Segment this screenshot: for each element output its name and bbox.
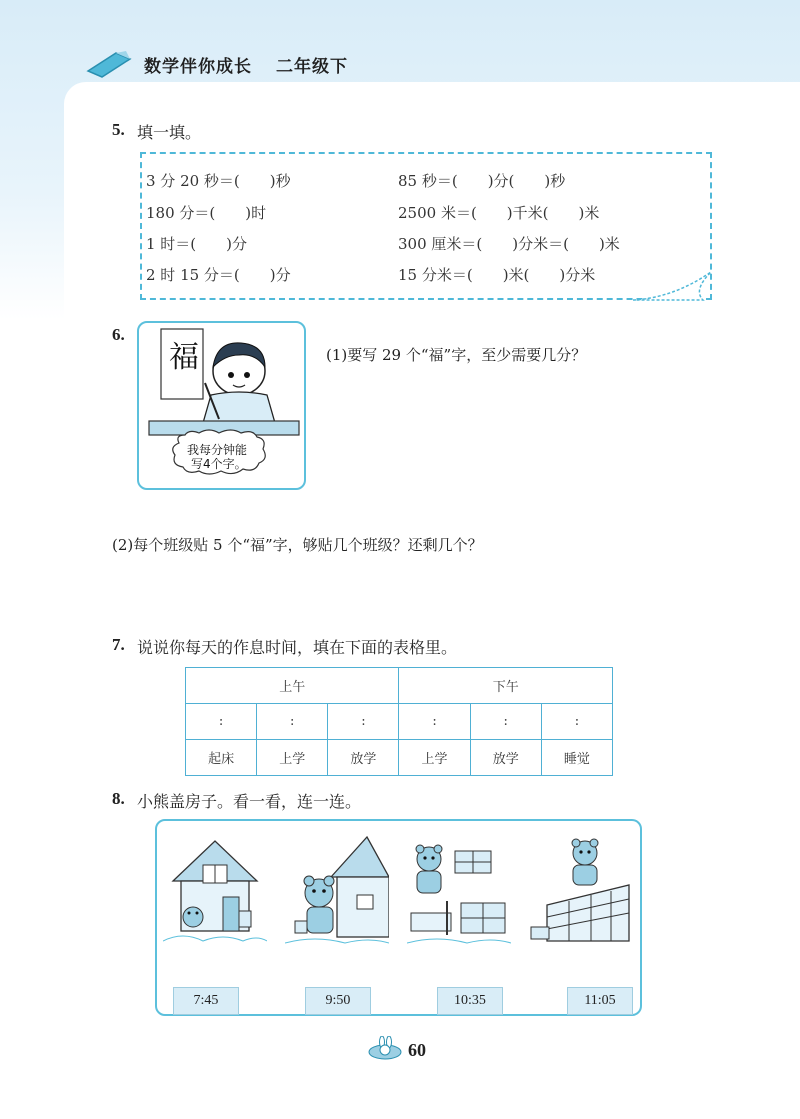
boy-writing-illustration: [139, 323, 304, 488]
fu-character: 福: [169, 340, 199, 375]
schedule-time-row: [186, 704, 613, 740]
bunny-plane-icon: [364, 1036, 406, 1062]
q6-number: 6.: [112, 325, 125, 344]
time-cell-school-am[interactable]: :: [257, 704, 328, 740]
q5-row-4-left[interactable]: 2 时 15 分＝( )分: [146, 266, 291, 284]
schedule-activity-row: [186, 740, 613, 776]
q6-part-1: (1)要写 29 个“福”字，至少需要几分？: [326, 346, 587, 364]
scene-bear-at-house[interactable]: [285, 831, 389, 951]
q7-title: 说说你每天的作息时间，填在下面的表格里。: [137, 638, 458, 657]
scene-bear-on-wall[interactable]: [529, 831, 633, 951]
activity-sleep: 睡觉: [541, 740, 612, 776]
morning-header: 上午: [186, 668, 399, 704]
q5-row-2-right[interactable]: 2500 米＝( )千米( )米: [398, 204, 600, 222]
q7-number: 7.: [112, 635, 125, 654]
grade-label: 二年级下: [276, 56, 348, 77]
activity-school-am: 上学: [257, 740, 328, 776]
q6-part-2: (2)每个班级贴 5 个“福”字，够贴几个班级？还剩几个？: [112, 536, 483, 554]
q5-number: 5.: [112, 120, 125, 139]
afternoon-header: 下午: [399, 668, 613, 704]
time-cell-dismiss-pm[interactable]: :: [470, 704, 541, 740]
q5-row-1-left[interactable]: 3 分 20 秒＝( )秒: [146, 172, 291, 190]
q5-title: 填一填。: [137, 123, 202, 142]
page-number: 60: [408, 1040, 426, 1060]
page-header: [86, 44, 348, 84]
page-curl-decoration: [633, 268, 713, 302]
q5-row-4-right[interactable]: 15 分米＝( )米( )分米: [398, 266, 596, 284]
activity-school-pm: 上学: [399, 740, 470, 776]
time-cell-dismiss-am[interactable]: :: [328, 704, 399, 740]
schedule-table: [185, 667, 613, 776]
book-title: 数学伴你成长: [144, 56, 252, 77]
scene-finished-house[interactable]: [163, 831, 267, 951]
scene-bear-carrying-bricks[interactable]: [407, 831, 511, 951]
pencil-logo-icon: [86, 49, 134, 79]
speech-line-2: 写4个字。: [191, 457, 247, 471]
bear-building-panel: [155, 819, 642, 1016]
time-cell-wake[interactable]: :: [186, 704, 257, 740]
time-tag-4[interactable]: 11:05: [567, 987, 633, 1015]
activity-wake: 起床: [186, 740, 257, 776]
time-tag-1[interactable]: 7:45: [173, 987, 239, 1015]
q5-row-1-right[interactable]: 85 秒＝( )分( )秒: [398, 172, 566, 190]
q8-title: 小熊盖房子。看一看，连一连。: [137, 792, 362, 811]
q5-row-2-left[interactable]: 180 分＝( )时: [146, 204, 267, 222]
q6-illustration: [137, 321, 306, 490]
speech-line-1: 我每分钟能: [187, 443, 248, 457]
time-cell-sleep[interactable]: :: [541, 704, 612, 740]
activity-dismiss-pm: 放学: [470, 740, 541, 776]
time-tag-3[interactable]: 10:35: [437, 987, 503, 1015]
activity-dismiss-am: 放学: [328, 740, 399, 776]
time-cell-school-pm[interactable]: :: [399, 704, 470, 740]
q5-row-3-left[interactable]: 1 时＝( )分: [146, 235, 248, 253]
q8-number: 8.: [112, 789, 125, 808]
time-tag-2[interactable]: 9:50: [305, 987, 371, 1015]
q5-row-3-right[interactable]: 300 厘米＝( )分米＝( )米: [398, 235, 620, 253]
schedule-header-row: [186, 668, 613, 704]
